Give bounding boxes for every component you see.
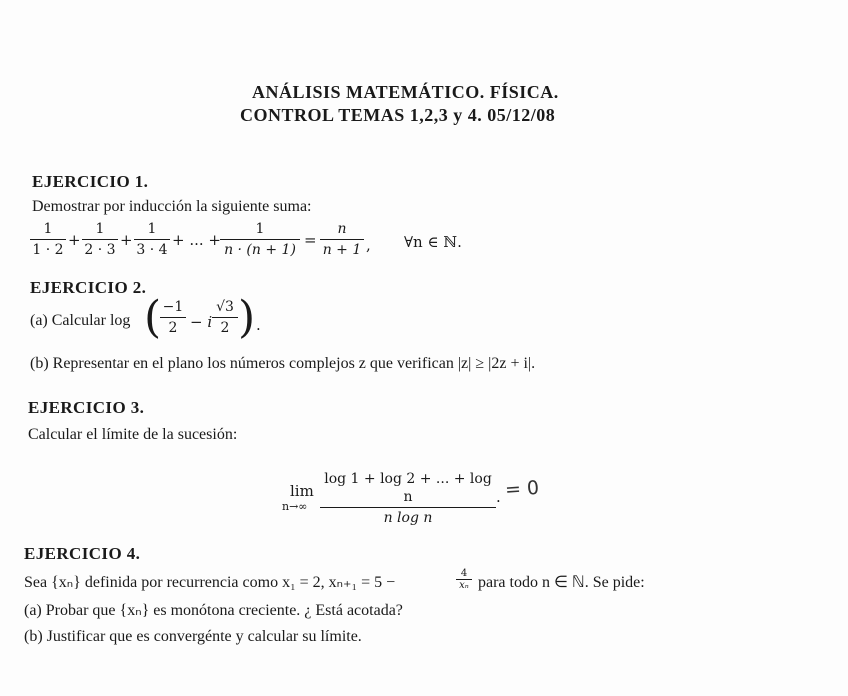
ex3-den: n log n <box>383 510 433 526</box>
ex1-f2-den: 2 · 3 <box>84 242 116 258</box>
ex3-lim: lim <box>290 482 314 500</box>
ex2-a-num2: √3 <box>216 299 234 315</box>
ex1-f5-num: n <box>337 221 347 237</box>
ex1-f1-den: 1 · 2 <box>32 242 64 258</box>
ex2-left-paren: ( <box>144 292 162 343</box>
ex4-statement-post: para todo n ∈ ℕ. Se pide: <box>478 574 645 591</box>
ex1-comma: , <box>366 236 371 254</box>
ex2-right-paren: ) <box>238 292 256 343</box>
ex1-f4-num: 1 <box>255 221 265 237</box>
ex1-plus-dots: + ... + <box>172 231 221 249</box>
ex4-heading: EJERCICIO 4. <box>24 544 141 563</box>
ex2-heading: EJERCICIO 2. <box>30 278 147 297</box>
ex4-frac-den: xₙ <box>459 580 469 591</box>
ex2-minus-i: − i <box>190 313 213 331</box>
ex3-statement: Calcular el límite de la sucesión: <box>28 426 238 443</box>
ex4-part-b: (b) Justificar que es convergénte y calcular su límite. <box>24 628 362 645</box>
ex1-fraction-2 <box>82 220 118 259</box>
ex2-part-a-prefix: (a) Calcular log <box>30 312 131 329</box>
ex1-f4-den: n · (n + 1) <box>224 242 296 258</box>
ex2-a-den2: 2 <box>220 320 230 336</box>
ex1-heading: EJERCICIO 1. <box>32 172 149 191</box>
ex2-a-den: 2 <box>168 320 178 336</box>
ex1-f5-den: n + 1 <box>322 242 362 258</box>
ex2-a-num: −1 <box>162 299 184 315</box>
title-line-1: ANÁLISIS MATEMÁTICO. FÍSICA. <box>252 82 559 102</box>
ex3-heading: EJERCICIO 3. <box>28 398 145 417</box>
ex4-frac-num: 4 <box>460 568 468 579</box>
ex3-period: . <box>496 488 501 506</box>
title-line-2: CONTROL TEMAS 1,2,3 y 4. 05/12/08 <box>240 105 556 125</box>
ex4-fraction <box>456 568 472 591</box>
ex1-f2-num: 1 <box>95 221 105 237</box>
ex4-part-a: (a) Probar que {xₙ} es monótona creciente. ¿ Está acotada? <box>24 602 403 619</box>
ex3-num: log 1 + log 2 + ... + log n <box>324 471 492 505</box>
ex1-forall: ∀n ∈ ℕ. <box>404 233 462 251</box>
ex1-f3-num: 1 <box>147 221 157 237</box>
ex1-fraction-1 <box>30 220 66 259</box>
ex4-statement-pre: Sea {xₙ} definida por recurrencia como x₁ = 2, xₙ₊₁ = 5 − <box>24 574 396 591</box>
ex1-f1-num: 1 <box>43 221 53 237</box>
ex2-part-b: (b) Representar en el plano los números complejos z que verifican |z| ≥ |2z + i|. <box>30 355 536 372</box>
ex2-fraction-2 <box>212 298 238 337</box>
ex1-f3-den: 3 · 4 <box>136 242 168 258</box>
ex1-plus-2: + <box>120 231 133 249</box>
handwritten-annotation: = 0 <box>504 476 540 502</box>
ex1-fraction-5 <box>320 220 364 259</box>
ex1-fraction-3 <box>134 220 170 259</box>
ex1-fraction-4 <box>220 220 300 259</box>
ex2-fraction-1 <box>160 298 186 337</box>
ex1-statement: Demostrar por inducción la siguiente suma: <box>32 198 312 215</box>
ex3-lim-sub: n→∞ <box>282 500 308 513</box>
ex2-period: . <box>256 316 261 334</box>
ex3-fraction <box>320 470 496 527</box>
ex1-plus-1: + <box>68 231 81 249</box>
ex1-equals: = <box>304 231 317 249</box>
